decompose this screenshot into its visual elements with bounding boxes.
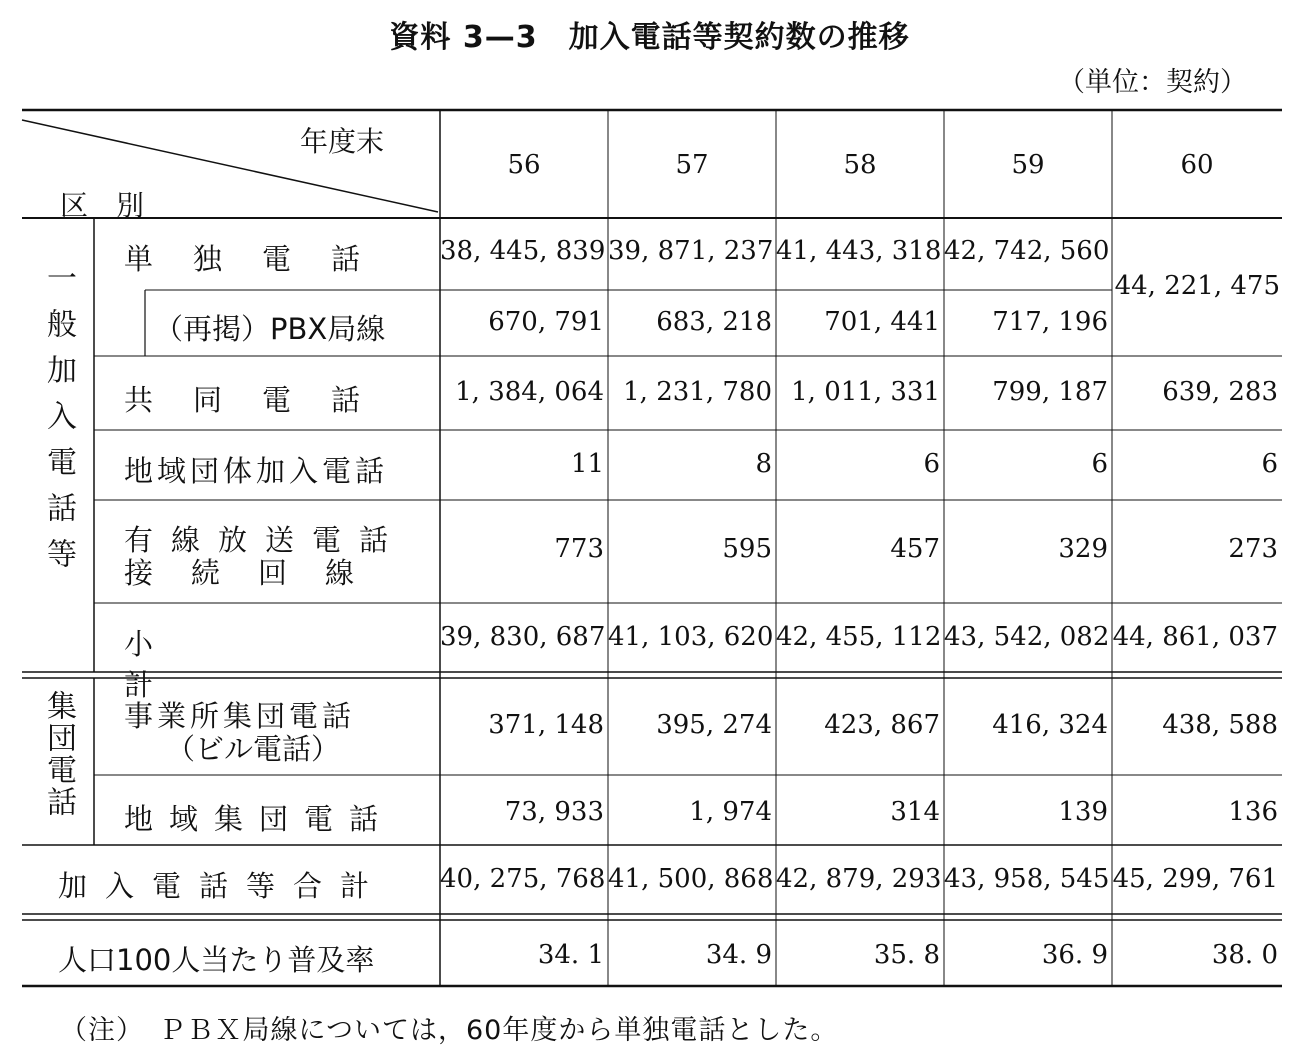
cell-subtotal-2: 42, 455, 112 <box>776 622 942 652</box>
cell-yusen-3: 329 <box>1058 534 1108 564</box>
corner-top-label: 年度末 <box>300 125 385 158</box>
unit-label: （単位：契約） <box>1058 67 1247 98</box>
cell-total-4: 45, 299, 761 <box>1112 864 1278 894</box>
cell-jigyosho-4: 438, 588 <box>1162 710 1278 740</box>
cell-kyodo-4: 639, 283 <box>1162 377 1278 407</box>
cell-jigyosho-2: 423, 867 <box>824 710 940 740</box>
row-label-yusen-line2: 接続回線 <box>124 556 393 590</box>
cell-yusen-2: 457 <box>890 534 940 564</box>
corner-bottom-label: 区 別 <box>60 189 145 222</box>
cell-yusen-0: 773 <box>554 534 604 564</box>
cell-chiiki-dantai-4: 6 <box>1261 449 1278 479</box>
cell-tandoku-0: 38, 445, 839 <box>440 236 606 266</box>
cell-chiiki-dantai-1: 8 <box>755 449 772 479</box>
cell-subtotal-0: 39, 830, 687 <box>440 622 606 652</box>
cell-penetration-0: 34. 1 <box>537 940 604 970</box>
row-label-chiiki-dantai: 地域団体加入電話 <box>124 454 389 488</box>
cell-chiiki-dantai-2: 6 <box>923 449 940 479</box>
cell-kyodo-2: 1, 011, 331 <box>791 377 940 407</box>
cell-tandoku-merged-60: 44, 221, 475 <box>1114 271 1280 301</box>
cell-tandoku-3: 42, 742, 560 <box>944 236 1110 266</box>
cell-total-2: 42, 879, 293 <box>776 864 942 894</box>
cell-chiiki-dantai-0: 11 <box>570 449 604 479</box>
cell-jigyosho-3: 416, 324 <box>992 710 1108 740</box>
page-title: 資料 3—3 加入電話等契約数の推移 <box>389 20 910 55</box>
cell-pbx-0: 670, 791 <box>488 307 604 337</box>
cell-subtotal-1: 41, 103, 620 <box>608 622 774 652</box>
row-label-pbx: （再掲）PBX局線 <box>154 312 386 346</box>
cell-chiiki-shudan-0: 73, 933 <box>504 797 604 827</box>
row-label-yusen-line1: 有線放送電話 <box>124 523 407 557</box>
cell-total-3: 43, 958, 545 <box>944 864 1110 894</box>
row-label-tandoku: 単独電話 <box>124 242 401 276</box>
cell-penetration-4: 38. 0 <box>1211 940 1278 970</box>
cell-pbx-3: 717, 196 <box>992 307 1108 337</box>
cell-total-0: 40, 275, 768 <box>440 864 606 894</box>
cell-yusen-1: 595 <box>722 534 772 564</box>
year-header-58: 58 <box>843 150 877 180</box>
group-label-collective: 集団電話 <box>41 690 76 818</box>
cell-pbx-2: 701, 441 <box>824 307 940 337</box>
row-label-jigyosho-line2: （ビル電話） <box>166 732 341 766</box>
row-label-penetration: 人口100人当たり普及率 <box>58 943 375 977</box>
row-label-chiiki-shudan: 地域集団電話 <box>124 802 395 836</box>
cell-tandoku-1: 39, 871, 237 <box>608 236 774 266</box>
cell-kyodo-3: 799, 187 <box>992 377 1108 407</box>
cell-jigyosho-0: 371, 148 <box>488 710 604 740</box>
cell-pbx-1: 683, 218 <box>656 307 772 337</box>
cell-penetration-2: 35. 8 <box>873 940 940 970</box>
cell-subtotal-3: 43, 542, 082 <box>944 622 1110 652</box>
year-header-59: 59 <box>1011 150 1045 180</box>
cell-penetration-3: 36. 9 <box>1041 940 1108 970</box>
cell-chiiki-shudan-1: 1, 974 <box>689 797 772 827</box>
footnote: （注） ＰＢＸ局線については，60年度から単独電話とした。 <box>60 1015 839 1046</box>
year-header-57: 57 <box>675 150 709 180</box>
cell-tandoku-2: 41, 443, 318 <box>776 236 942 266</box>
group-label-general: 一般加入電話等 <box>41 262 76 584</box>
cell-kyodo-0: 1, 384, 064 <box>455 377 604 407</box>
year-header-56: 56 <box>507 150 541 180</box>
row-label-kyodo: 共同電話 <box>124 383 401 417</box>
cell-yusen-4: 273 <box>1228 534 1278 564</box>
cell-chiiki-shudan-4: 136 <box>1228 797 1278 827</box>
year-header-60: 60 <box>1180 150 1214 180</box>
cell-kyodo-1: 1, 231, 780 <box>623 377 772 407</box>
cell-chiiki-dantai-3: 6 <box>1091 449 1108 479</box>
row-label-total: 加入電話等合計 <box>58 869 388 903</box>
cell-penetration-1: 34. 9 <box>705 940 772 970</box>
row-label-subtotal: 小計 <box>124 627 374 702</box>
cell-jigyosho-1: 395, 274 <box>656 710 772 740</box>
cell-chiiki-shudan-3: 139 <box>1058 797 1108 827</box>
cell-total-1: 41, 500, 868 <box>608 864 774 894</box>
cell-chiiki-shudan-2: 314 <box>890 797 940 827</box>
cell-subtotal-4: 44, 861, 037 <box>1112 622 1278 652</box>
row-label-jigyosho-line1: 事業所集団電話 <box>124 699 356 733</box>
